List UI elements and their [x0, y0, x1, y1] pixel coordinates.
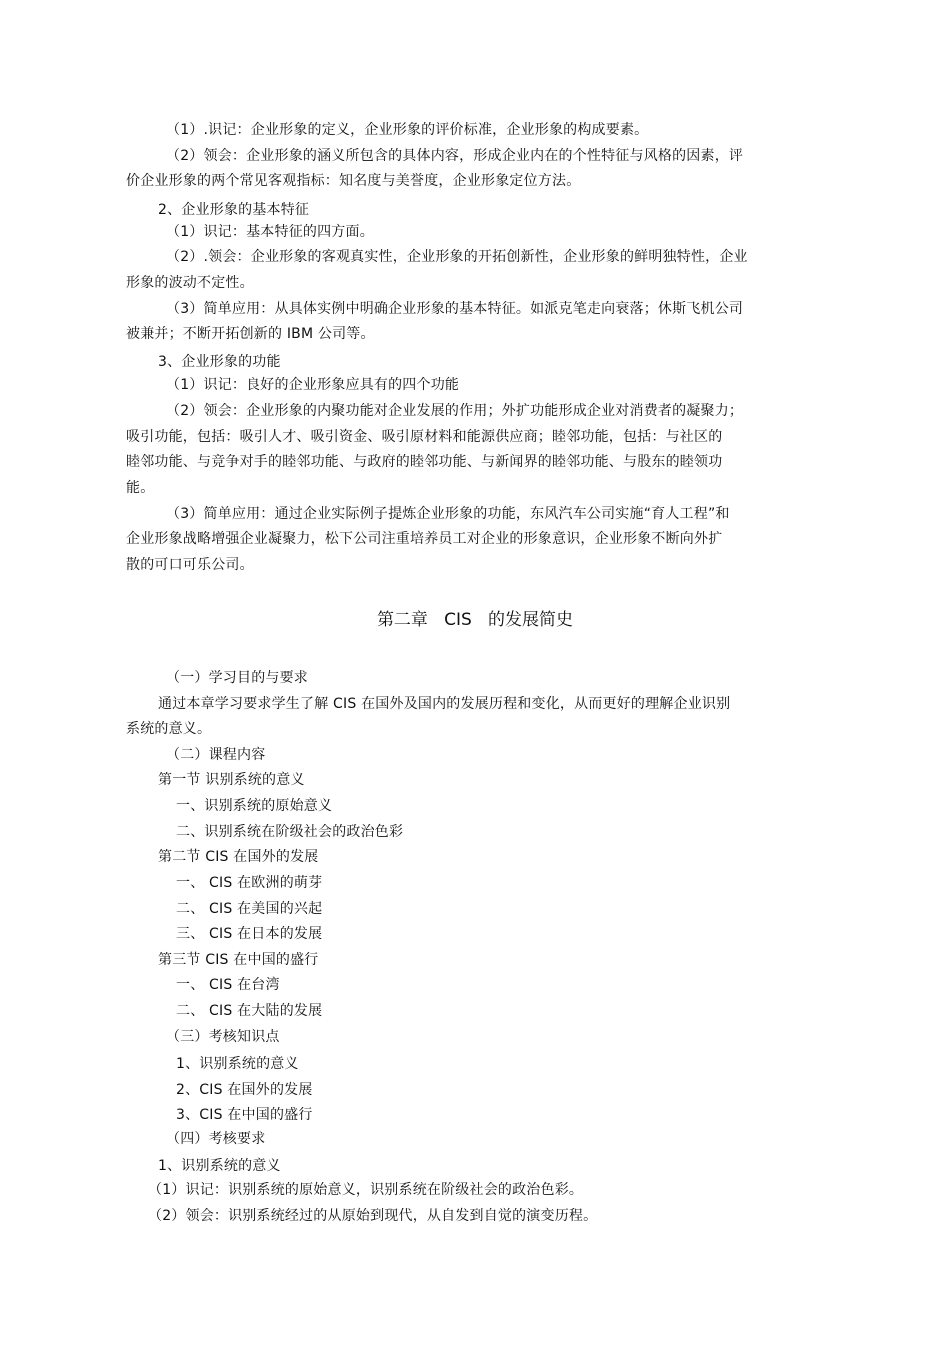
section-heading: 2、企业形象的基本特征 [158, 202, 310, 218]
text-line: （2）领会：企业形象的涵义所包含的具体内容，形成企业内在的个性特征与风格的因素，评 [166, 148, 744, 164]
section-heading: 3、企业形象的功能 [158, 354, 281, 370]
subsection-heading: （一）学习目的与要求 [166, 670, 308, 686]
outline-item: 一、 CIS 在台湾 [176, 977, 280, 993]
text-line: （1）识记：识别系统的原始意义，识别系统在阶级社会的政治色彩。 [148, 1182, 584, 1198]
text-line: （1）识记：基本特征的四方面。 [166, 224, 374, 240]
subsection-heading: （四）考核要求 [166, 1131, 266, 1147]
outline-item: 一、 CIS 在欧洲的萌芽 [176, 875, 323, 891]
text-line: （2）领会：识别系统经过的从原始到现代，从自发到自觉的演变历程。 [148, 1208, 598, 1224]
text-line: 形象的波动不定性。 [126, 275, 254, 291]
text-line: 被兼并；不断开拓创新的 IBM 公司等。 [126, 326, 375, 342]
subsection-heading: （三）考核知识点 [166, 1029, 280, 1045]
text-line: 系统的意义。 [126, 721, 212, 737]
outline-item: 第三节 CIS 在中国的盛行 [158, 952, 319, 968]
text-line: （3）简单应用：通过企业实际例子提炼企业形象的功能，东风汽车公司实施“育人工程”和 [166, 506, 730, 522]
text-line: 散的可口可乐公司。 [126, 557, 254, 573]
outline-item: 3、CIS 在中国的盛行 [176, 1107, 313, 1123]
subsection-heading: （二）课程内容 [166, 747, 266, 763]
outline-item: 一、识别系统的原始意义 [176, 798, 333, 814]
outline-item: 二、 CIS 在大陆的发展 [176, 1003, 323, 1019]
outline-item: 2、CIS 在国外的发展 [176, 1082, 313, 1098]
outline-item: 二、识别系统在阶级社会的政治色彩 [176, 824, 404, 840]
text-line: 企业形象战略增强企业凝聚力，松下公司注重培养员工对企业的形象意识，企业形象不断向外扩 [126, 531, 723, 547]
text-line: （2）领会：企业形象的内聚功能对企业发展的作用；外扩功能形成企业对消费者的凝聚力； [166, 403, 744, 419]
outline-item: 第二节 CIS 在国外的发展 [158, 849, 319, 865]
outline-item: 第一节 识别系统的意义 [158, 772, 305, 788]
chapter-title: 第二章 CIS 的发展简史 [376, 610, 574, 630]
outline-item: 1、识别系统的意义 [176, 1056, 299, 1072]
text-line: （1）识记：良好的企业形象应具有的四个功能 [166, 377, 460, 393]
outline-item: 三、 CIS 在日本的发展 [176, 926, 323, 942]
text-line: 睦邻功能、与竞争对手的睦邻功能、与政府的睦邻功能、与新闻界的睦邻功能、与股东的睦领功 [126, 454, 723, 470]
text-line: 吸引功能，包括：吸引人才、吸引资金、吸引原材料和能源供应商；睦邻功能，包括：与社区的 [126, 429, 723, 445]
section-heading: 1、识别系统的意义 [158, 1158, 281, 1174]
outline-item: 二、 CIS 在美国的兴起 [176, 901, 323, 917]
text-line: 价企业形象的两个常见客观指标：知名度与美誉度，企业形象定位方法。 [126, 173, 581, 189]
text-line: （2）.领会：企业形象的客观真实性，企业形象的开拓创新性，企业形象的鲜明独特性，企业 [166, 249, 748, 265]
text-line: 能。 [126, 480, 155, 496]
text-line: （3）简单应用：从具体实例中明确企业形象的基本特征。如派克笔走向衰落；休斯飞机公司 [166, 301, 744, 317]
text-line: （1）.识记：企业形象的定义，企业形象的评价标准，企业形象的构成要素。 [166, 122, 649, 138]
text-line: 通过本章学习要求学生了解 CIS 在国外及国内的发展历程和变化，从而更好的理解企业识别 [158, 696, 731, 712]
